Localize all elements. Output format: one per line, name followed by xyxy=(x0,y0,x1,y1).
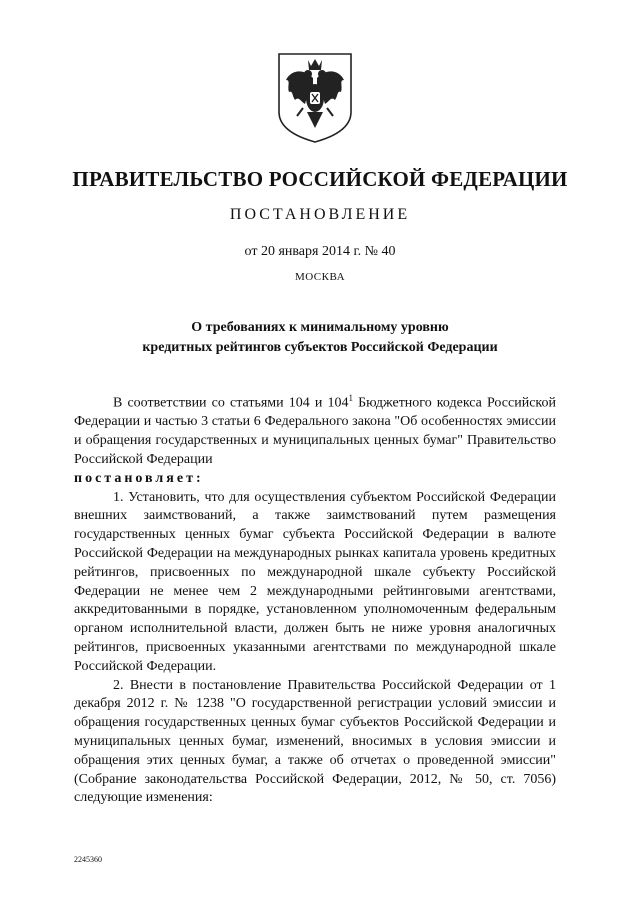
article-superscript: 1 xyxy=(348,393,353,403)
item-1-paragraph: 1. Установить, что для осуществления субъектом Российской Федерации внешних заимствований, а также заимствований путем размещения государственных ценных бумаг субъекта Российской Федерации в валюте Российской Федерации на международных рынках капитала уровень кредитных рейтингов, присвоенных по международной шкале субъекту Российской Федерации не менее чем 2 международными рейтинговыми агентствами, аккредитованными в порядке, установленном уполномоченным федеральным органом исполнительной власти, должен быть не ниже уровня аналогичных рейтингов, присвоенных указанными агентствами по международной шкале Российской Федерации. xyxy=(74,489,556,674)
government-title: ПРАВИТЕЛЬСТВО РОССИЙСКОЙ ФЕДЕРАЦИИ xyxy=(72,167,568,191)
coat-of-arms-icon xyxy=(273,50,357,146)
decides-word: постановляет: xyxy=(74,470,204,486)
document-type: ПОСТАНОВЛЕНИЕ xyxy=(229,206,411,223)
preamble-text-2: Бюджетного кодекса Российской Федерации и частью 3 статьи 6 Федерального закона "Об особенностях эмиссии и обращения государственных и муниципальных ценных бумаг" Правительство Российской Федерации xyxy=(74,395,556,468)
decides-line xyxy=(74,470,556,489)
preamble-paragraph xyxy=(74,389,556,470)
subject-line-2: кредитных рейтингов субъектов Российской Федерации xyxy=(142,340,498,355)
decree-date-number: от 20 января 2014 г. № 40 xyxy=(244,244,396,259)
document-number: 2245360 xyxy=(74,855,102,864)
decree-subject xyxy=(0,318,640,358)
preamble-text-1: В соответствии со статьями 104 и 104 xyxy=(113,395,349,411)
item-2-paragraph: 2. Внести в постановление Правительства Российской Федерации от 1 декабря 2012 г. № 1238 "О государственной регистрации условий эмиссии и обращения государственных ценных бумаг субъектов Российской Федерации и муниципальных ценных бумаг, изменений, вносимых в условия эмиссии и обращения этих ценных бумаг, а также об отчетах о проведенной эмиссии" (Собрание законодательства Российской Федерации, 2012, № 50, ст. 7056) следующие изменения: xyxy=(74,677,556,806)
decree-body xyxy=(74,389,556,808)
decree-city: МОСКВА xyxy=(294,271,346,283)
subject-line-1: О требованиях к минимальному уровню xyxy=(191,320,449,335)
